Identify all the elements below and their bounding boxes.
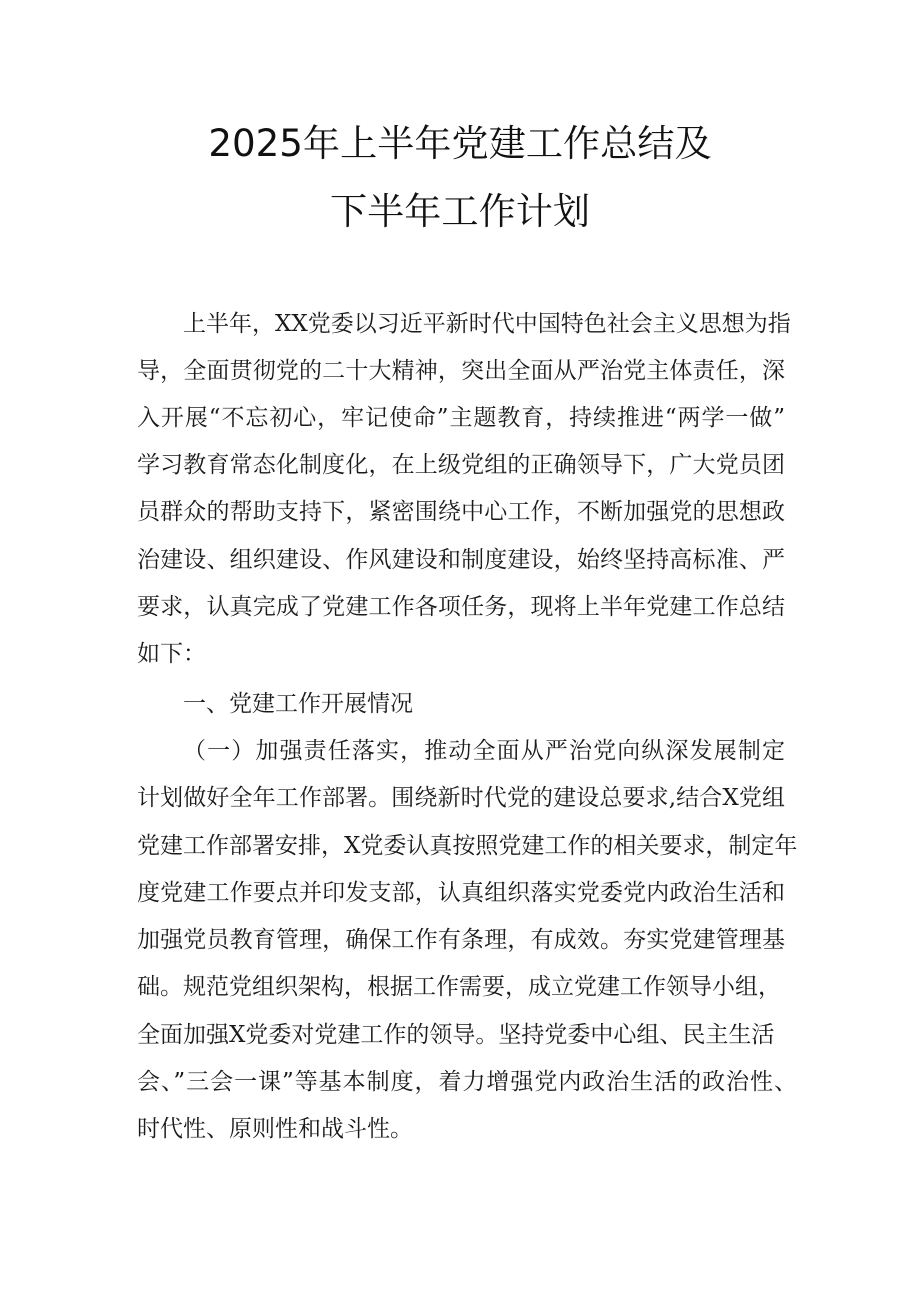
section1-line-8: 会、”三会一课”等基本制度，着力增强党内政治生活的政治性、	[137, 1069, 797, 1095]
section1-line-9: 时代性、原则性和战斗性。	[137, 1116, 413, 1142]
section1-line-6: 础。规范党组织架构，根据工作需要，成立党建工作领导小组，	[137, 974, 781, 1000]
intro-line-2: 导，全面贯彻党的二十大精神，突出全面从严治党主体责任，深	[137, 358, 785, 384]
intro-line-8: 如下：	[137, 641, 206, 667]
intro-line-3: 入开展“不忘初心，牢记使命”主题教育，持续推进“两学一做”	[137, 405, 785, 431]
intro-line-4: 学习教育常态化制度化，在上级党组的正确领导下，广大党员团	[137, 452, 785, 478]
section-heading: 一、党建工作开展情况	[183, 691, 413, 717]
section1-line-2: 计划做好全年工作部署。围绕新时代党的建设总要求,结合X党组	[137, 785, 785, 811]
section1-line-7: 全面加强X党委对党建工作的领导。坚持党委中心组、民主生活	[137, 1022, 775, 1048]
section1-line-1: （一）加强责任落实，推动全面从严治党向纵深发展制定	[183, 738, 785, 764]
section1-line-5: 加强党员教育管理，确保工作有条理，有成效。夯实党建管理基	[137, 927, 785, 953]
intro-line-7: 要求，认真完成了党建工作各项任务，现将上半年党建工作总结	[137, 594, 785, 620]
intro-line-6: 治建设、组织建设、作风建设和制度建设，始终坚持高标准、严	[137, 547, 785, 573]
intro-line-5: 员群众的帮助支持下，紧密围绕中心工作，不断加强党的思想政	[137, 499, 785, 525]
intro-line-1: 上半年，XX党委以习近平新时代中国特色社会主义思想为指	[183, 311, 791, 337]
section1-line-3: 党建工作部署安排，X党委认真按照党建工作的相关要求，制定年	[137, 833, 798, 859]
document-title-line-1: 2025年上半年党建工作总结及	[208, 122, 712, 165]
section1-line-4: 度党建工作要点并印发支部，认真组织落实党委党内政治生活和	[137, 880, 785, 906]
document-title-line-2: 下半年工作计划	[329, 190, 591, 233]
